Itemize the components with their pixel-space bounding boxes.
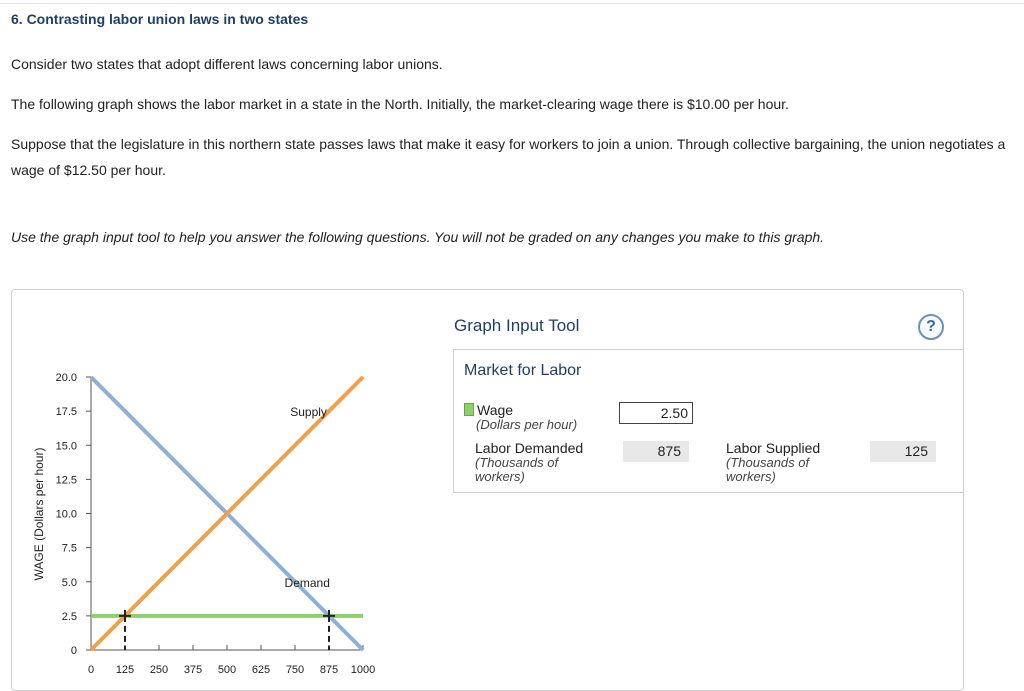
y-tick-label: 15.0 — [55, 440, 77, 453]
market-title: Market for Labor — [464, 362, 582, 379]
x-tick-label: 875 — [319, 664, 339, 676]
labor-supplied-units: (Thousands of workers) — [726, 455, 810, 484]
x-tick-label: 625 — [251, 664, 271, 676]
x-tick-label: 750 — [285, 664, 305, 676]
y-tick-label: 20.0 — [55, 372, 77, 384]
y-tick-label: 12.5 — [55, 474, 77, 487]
x-tick-label: 375 — [183, 664, 203, 676]
labor-market-chart[interactable] — [12, 290, 452, 690]
y-tick-label: 7.5 — [61, 542, 77, 555]
labor-supplied-value: 125 — [870, 441, 936, 462]
wage-units: (Dollars per hour) — [476, 417, 578, 432]
north-market-paragraph: The following graph shows the labor market in a state in the North. Initially, the market-clearing wage there is $10.00 per hour. — [11, 96, 789, 112]
labor-demanded-value: 875 — [623, 441, 689, 462]
y-tick-label: 0 — [70, 645, 77, 657]
graph-input-tool-title: Graph Input Tool — [454, 316, 580, 335]
wage-label-group — [464, 403, 577, 431]
instruction-paragraph: Use the graph input tool to help you answer the following questions. You will not be graded on any changes you make to this graph. — [11, 229, 825, 245]
x-tick-label: 125 — [115, 664, 135, 676]
graph-panel — [11, 289, 964, 691]
demand-label: Demand — [284, 575, 330, 590]
wage-input[interactable] — [619, 402, 693, 424]
labor-demanded-label: Labor Demanded — [475, 440, 584, 456]
question-title: 6. Contrasting labor union laws in two states — [11, 11, 309, 27]
top-divider — [0, 3, 1024, 4]
x-tick-label: 250 — [149, 664, 169, 676]
x-tick-label: 500 — [217, 664, 237, 676]
wage-legend-swatch-icon — [464, 403, 474, 416]
y-tick-label: 5.0 — [61, 576, 77, 589]
labor-supplied-label-group — [726, 441, 856, 483]
y-axis-label: WAGE (Dollars per hour) — [32, 447, 46, 581]
y-tick-label: 10.0 — [55, 508, 77, 521]
y-tick-label: 17.5 — [55, 406, 77, 419]
help-icon[interactable]: ? — [918, 314, 944, 340]
y-tick-label: 2.5 — [61, 610, 77, 623]
x-tick-label: 1000 — [350, 664, 376, 676]
labor-demanded-units: (Thousands of workers) — [475, 455, 559, 484]
intro-paragraph: Consider two states that adopt different laws concerning labor unions. — [11, 56, 443, 72]
labor-demanded-label-group — [475, 441, 605, 483]
union-wage-paragraph: Suppose that the legislature in this northern state passes laws that make it easy for workers to join a union. Through collective bargaining, the union negotiates a wage of $12.50 per hour. — [11, 136, 1006, 178]
supply-label: Supply — [290, 405, 327, 420]
labor-supplied-label: Labor Supplied — [726, 440, 821, 456]
wage-label: Wage — [477, 402, 514, 418]
graph-input-tool-box — [453, 349, 964, 493]
x-tick-label: 0 — [87, 664, 95, 676]
